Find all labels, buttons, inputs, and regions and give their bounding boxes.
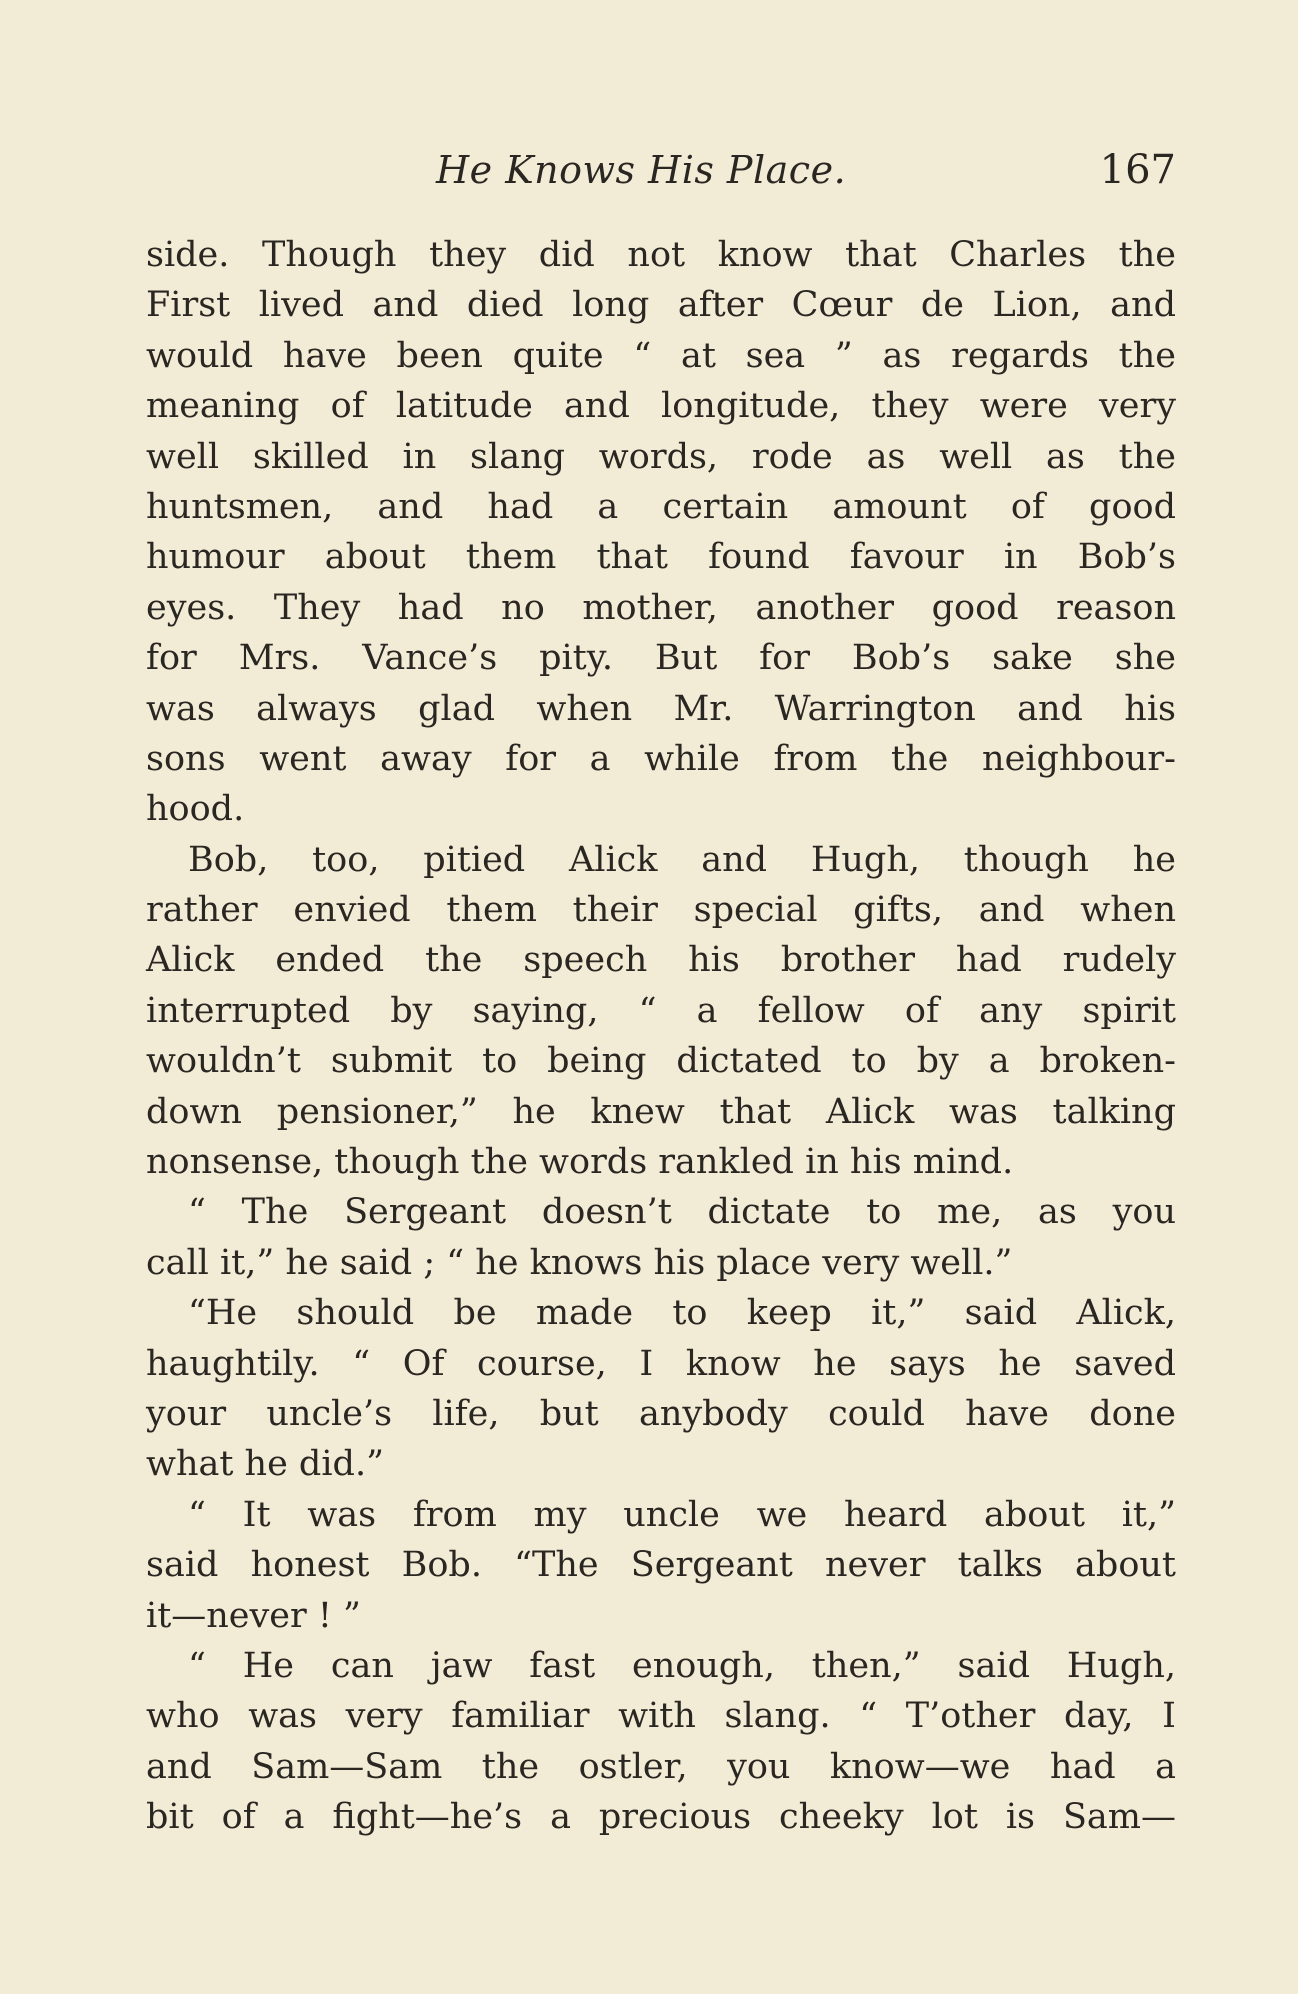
text-line: interrupted by saying, “ a fellow of any spirit (146, 990, 1176, 1031)
text-line: who was very familiar with slang. “ T’other day, I (146, 1696, 1176, 1737)
text-line: well skilled in slang words, rode as well as the (146, 436, 1176, 477)
text-line: nonsense, though the words rankled in his mind. (146, 1142, 1014, 1183)
text-line: haughtily. “ Of course, I know he says he saved (146, 1343, 1176, 1384)
text-line: your uncle’s life, but anybody could have done (146, 1393, 1176, 1434)
running-head (146, 140, 1176, 200)
text-line: hood. (146, 789, 245, 830)
text-line: call it,” he said ; “ he knows his place very well.” (146, 1242, 1013, 1283)
text-line: would have been quite “ at sea ” as regards the (146, 335, 1176, 376)
text-line: “ He can jaw fast enough, then,” said Hugh, (188, 1645, 1176, 1686)
text-line: for Mrs. Vance’s pity. But for Bob’s sake she (146, 638, 1176, 679)
text-line: it—never ! ” (146, 1595, 361, 1636)
text-line: wouldn’t submit to being dictated to by a broken- (146, 1041, 1176, 1082)
text-line: sons went away for a while from the neighbour- (146, 738, 1176, 779)
running-title: He Knows His Place. (436, 148, 847, 192)
text-line: eyes. They had no mother, another good reason (146, 587, 1176, 628)
text-line: down pensioner,” he knew that Alick was talking (146, 1091, 1176, 1132)
text-line: what he did.” (146, 1444, 384, 1485)
text-line: bit of a fight—he’s a precious cheeky lot is Sam— (146, 1797, 1176, 1838)
text-line: huntsmen, and had a certain amount of good (146, 486, 1176, 527)
text-line: First lived and died long after Cœur de Lion, and (146, 285, 1176, 326)
text-line: said honest Bob. “The Sergeant never talks about (146, 1545, 1176, 1586)
text-line: Bob, too, pitied Alick and Hugh, though he (188, 839, 1176, 880)
body-text (146, 230, 1176, 1843)
page-number: 167 (1099, 147, 1176, 193)
text-line: and Sam—Sam the ostler, you know—we had a (146, 1746, 1176, 1787)
text-line: side. Though they did not know that Charles the (146, 235, 1176, 275)
text-line: was always glad when Mr. Warrington and his (146, 688, 1176, 729)
text-line: meaning of latitude and longitude, they were very (146, 386, 1176, 427)
text-line: humour about them that found favour in Bob’s (146, 537, 1176, 578)
text-line: rather envied them their special gifts, and when (146, 890, 1176, 931)
text-line: Alick ended the speech his brother had rudely (146, 940, 1176, 981)
text-line: “ The Sergeant doesn’t dictate to me, as you (188, 1192, 1176, 1233)
text-line: “He should be made to keep it,” said Alick, (188, 1293, 1176, 1334)
text-line: “ It was from my uncle we heard about it,” (188, 1494, 1176, 1535)
